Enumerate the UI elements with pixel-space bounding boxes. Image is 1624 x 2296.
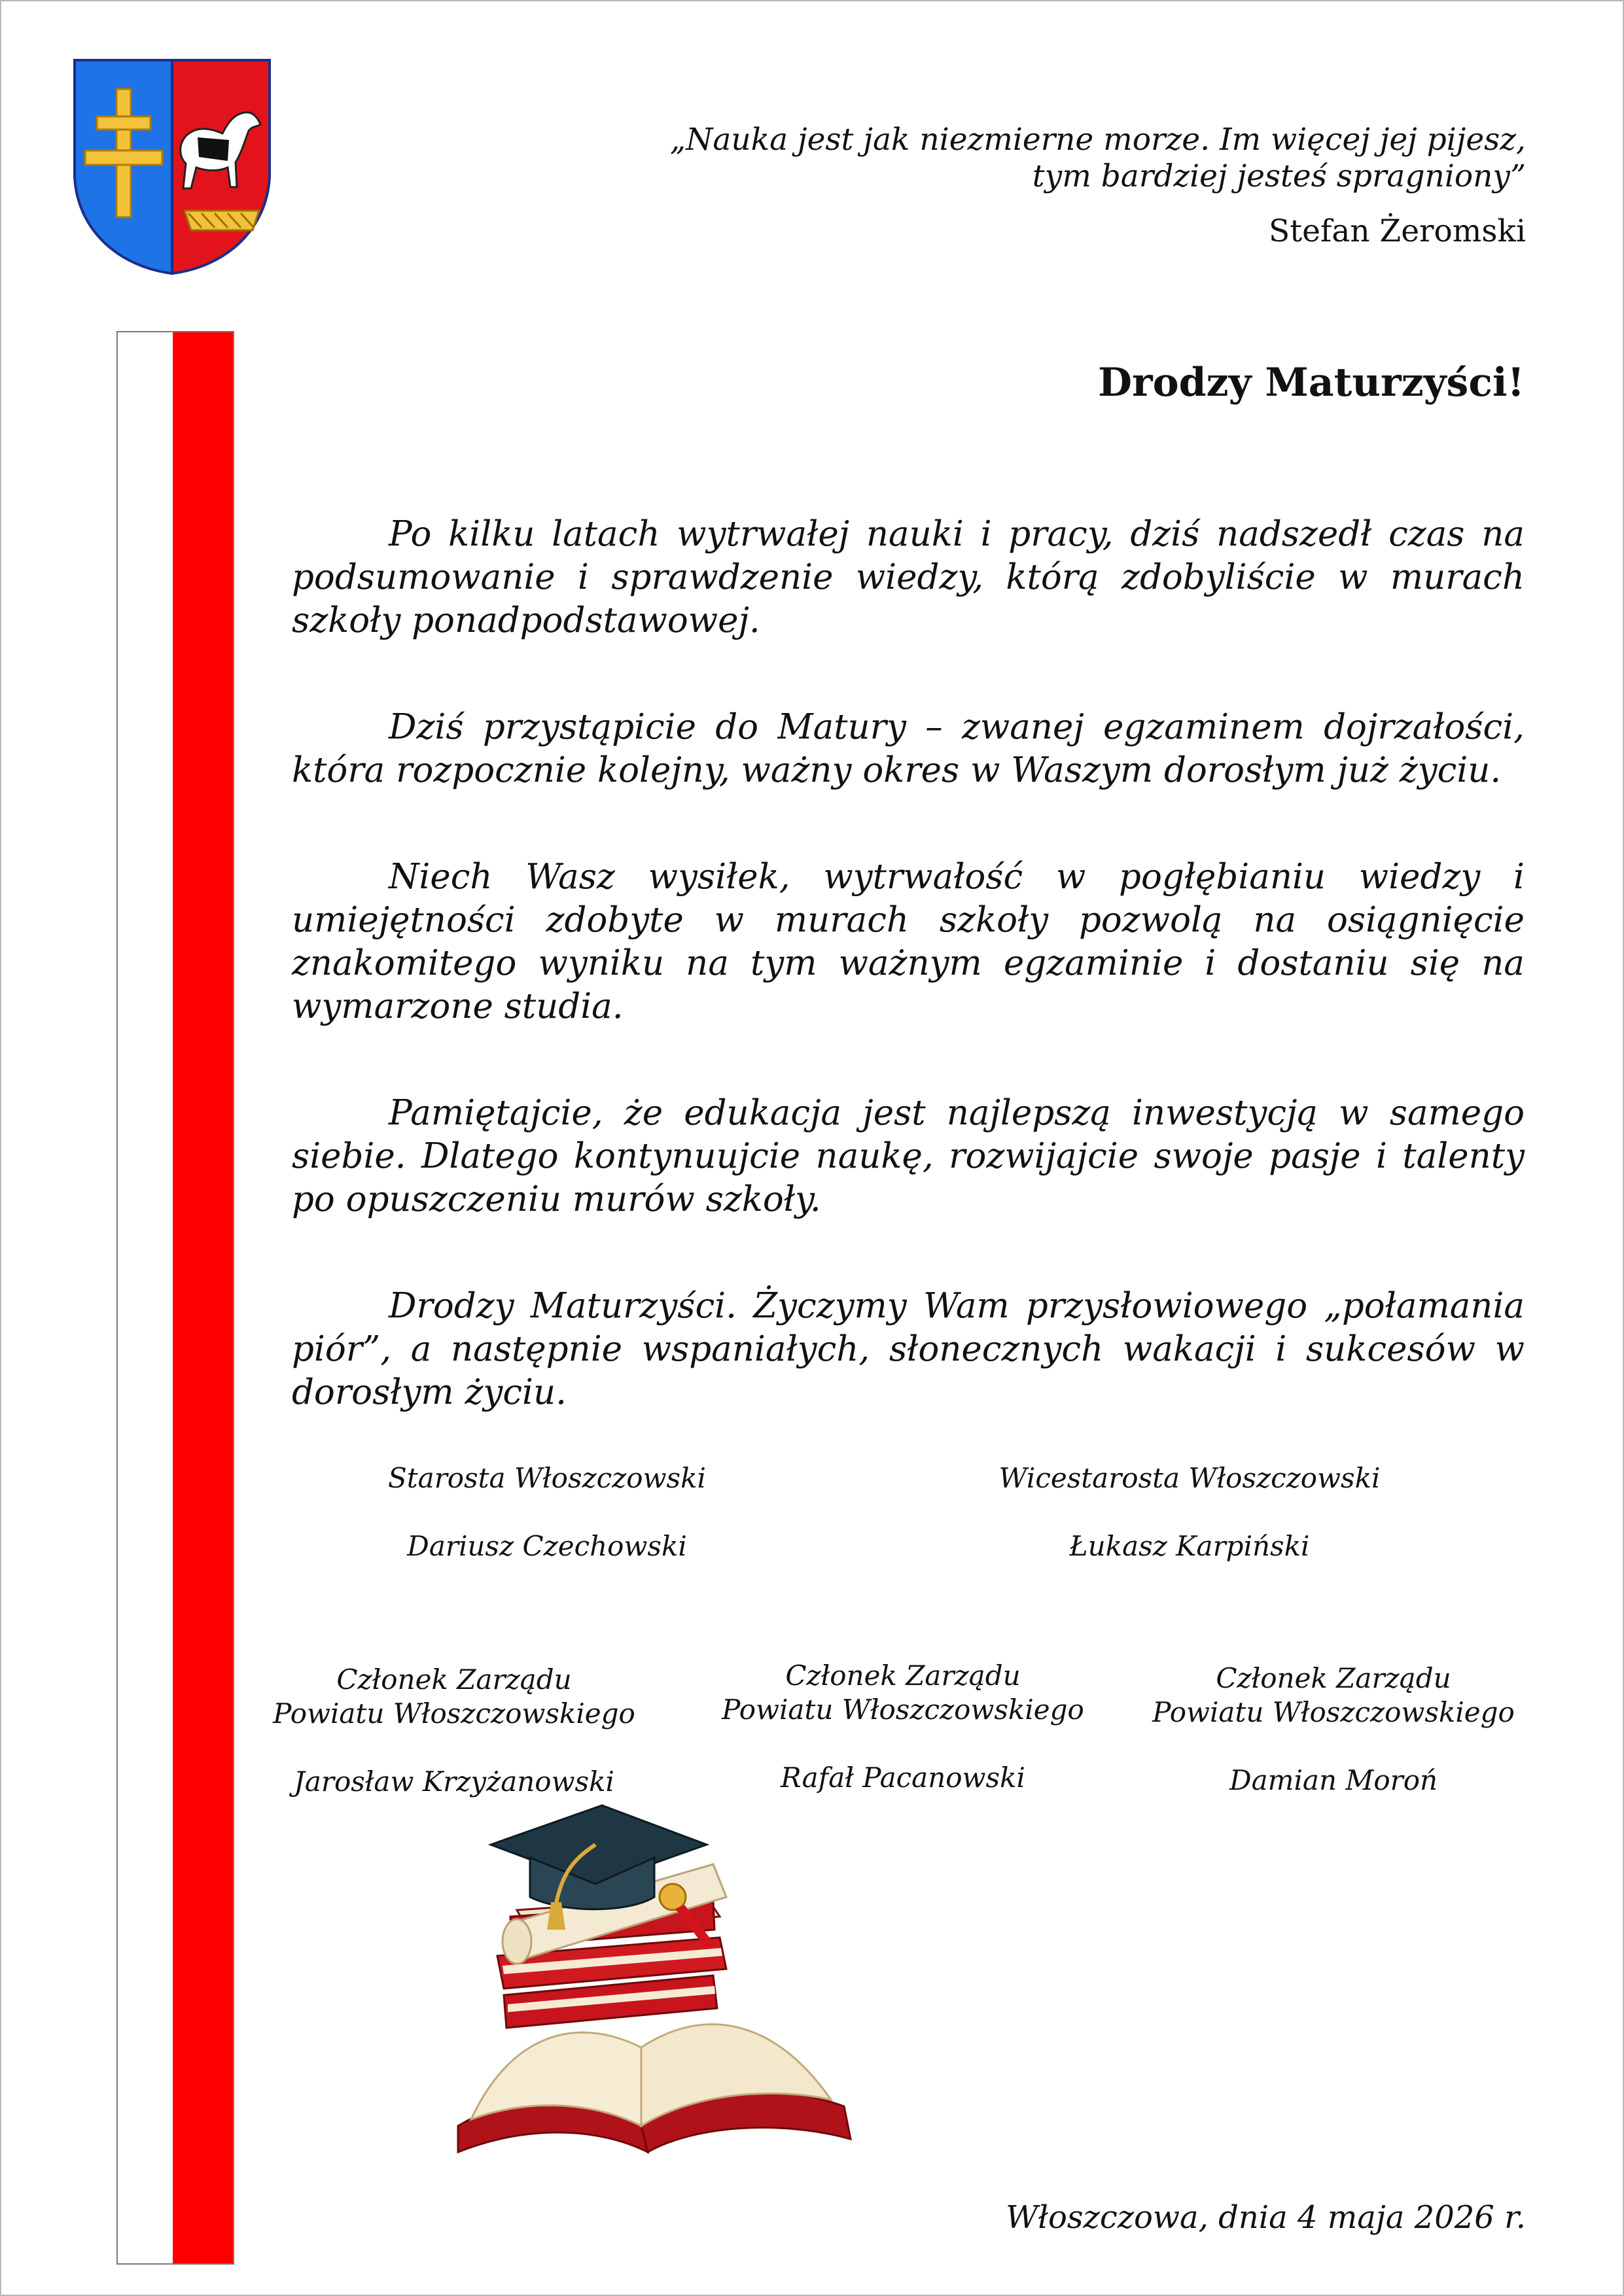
signature-name: Dariusz Czechowski bbox=[407, 1530, 687, 1562]
paragraph: Po kilku latach wytrwałej nauki i pracy, dziś nadszedł czas na podsumowanie i sprawdzenie wiedzy, którą zdobyliście w murach szkoły ponadpodstawowej. bbox=[292, 514, 1525, 640]
signature-name: Łukasz Karpiński bbox=[1069, 1530, 1310, 1562]
signature-title: Wicestarosta Włoszczowski bbox=[998, 1462, 1381, 1494]
open-book-icon bbox=[458, 2025, 851, 2152]
quote-line-2: tym bardziej jesteś spragniony” bbox=[1032, 158, 1526, 194]
signature-title: Starosta Włoszczowski bbox=[388, 1462, 706, 1494]
signature-title: Członek Zarządu bbox=[785, 1660, 1021, 1692]
signature-member-3 bbox=[1131, 1661, 1536, 1798]
signature-name: Jarosław Krzyżanowski bbox=[294, 1765, 614, 1798]
signature-title: Członek Zarządu bbox=[336, 1663, 572, 1696]
signature-name: Rafał Pacanowski bbox=[781, 1762, 1025, 1794]
paragraph: Dziś przystąpicie do Matury – zwanej egzaminem dojrzałości, która rozpocznie kolejny, ważny okres w Waszym dorosłym już życiu. bbox=[292, 707, 1525, 790]
paragraph: Niech Wasz wysiłek, wytrwałość w pogłębianiu wiedzy i umiejętności zdobyte w murach szkoły pozwolą na osiągnięcie znakomitego wyniku na tym ważnym egzaminie i dostaniu się na wymarzone studia. bbox=[292, 857, 1525, 1026]
letter-body bbox=[292, 513, 1525, 1478]
graduation-illustration bbox=[432, 1799, 864, 2165]
quote-line-1: „Nauka jest jak niezmierne morze. Im więcej jej pijesz, bbox=[669, 122, 1526, 158]
signature-member-1 bbox=[251, 1663, 657, 1799]
flag-white-stripe bbox=[116, 331, 173, 2265]
page-title: Drodzy Maturzyści! bbox=[1097, 360, 1525, 406]
signature-title: Powiatu Włoszczowskiego bbox=[722, 1694, 1084, 1726]
golden-crown-icon bbox=[185, 211, 259, 230]
place-date: Włoszczowa, dnia 4 maja 2026 r. bbox=[1006, 2199, 1526, 2236]
signature-wicestarosta bbox=[987, 1461, 1392, 1563]
paragraph: Pamiętajcie, że edukacja jest najlepszą inwestycją w samego siebie. Dlatego kontynuujcie naukę, rozwijajcie swoje pasje i talenty po opuszczeniu murów szkoły. bbox=[292, 1093, 1525, 1219]
quote-author: Stefan Żeromski bbox=[1269, 213, 1526, 249]
signature-title: Członek Zarządu bbox=[1216, 1662, 1451, 1694]
flag-red-stripe bbox=[173, 331, 234, 2265]
quote bbox=[544, 122, 1526, 195]
signature-starosta bbox=[344, 1461, 750, 1563]
signature-name: Damian Moroń bbox=[1229, 1764, 1438, 1796]
signature-member-2 bbox=[700, 1659, 1106, 1795]
coat-of-arms bbox=[73, 59, 271, 276]
paragraph: Drodzy Maturzyści. Życzymy Wam przysłowiowego „połamania piór”, a następnie wspaniałych, słonecznych wakacji i sukcesów w dorosłym życiu. bbox=[292, 1286, 1525, 1412]
signature-title: Powiatu Włoszczowskiego bbox=[1152, 1696, 1515, 1728]
signature-title: Powiatu Włoszczowskiego bbox=[273, 1697, 635, 1730]
